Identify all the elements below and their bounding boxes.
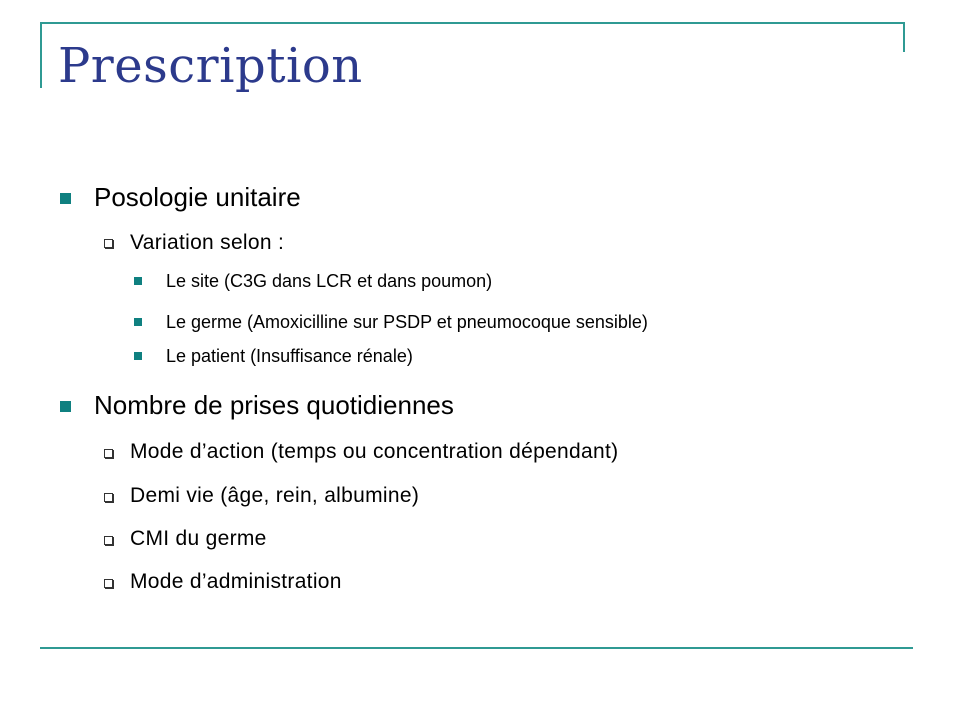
slide-title: Prescription: [58, 38, 363, 94]
right-rule: [903, 22, 905, 52]
hollow-square-icon: [104, 449, 113, 458]
small-square-icon: [134, 277, 142, 285]
bullet-text: Variation selon :: [130, 231, 285, 254]
bullet-text: CMI du germe: [130, 527, 267, 550]
bullet-text: Le patient (Insuffisance rénale): [166, 346, 413, 366]
bullet-text: Demi vie (âge, rein, albumine): [130, 484, 420, 507]
bullet-text: Mode d’administration: [130, 570, 342, 593]
bullet-square-icon: [60, 193, 71, 204]
bullet-text: Le germe (Amoxicilline sur PSDP et pneumocoque sensible): [166, 312, 648, 332]
bullet-square-icon: [60, 401, 71, 412]
small-square-icon: [134, 352, 142, 360]
bullet-text: Mode d’action (temps ou concentration dépendant): [130, 440, 619, 463]
bullet-text: Le site (C3G dans LCR et dans poumon): [166, 271, 493, 291]
hollow-square-icon: [104, 239, 113, 248]
left-rule: [40, 22, 42, 88]
bottom-rule: [40, 647, 913, 649]
small-square-icon: [134, 318, 142, 326]
hollow-square-icon: [104, 493, 113, 502]
bullet-text: Nombre de prises quotidiennes: [94, 390, 454, 420]
hollow-square-icon: [104, 579, 113, 588]
top-rule: [40, 22, 905, 24]
bullet-text: Posologie unitaire: [94, 182, 301, 212]
hollow-square-icon: [104, 536, 113, 545]
